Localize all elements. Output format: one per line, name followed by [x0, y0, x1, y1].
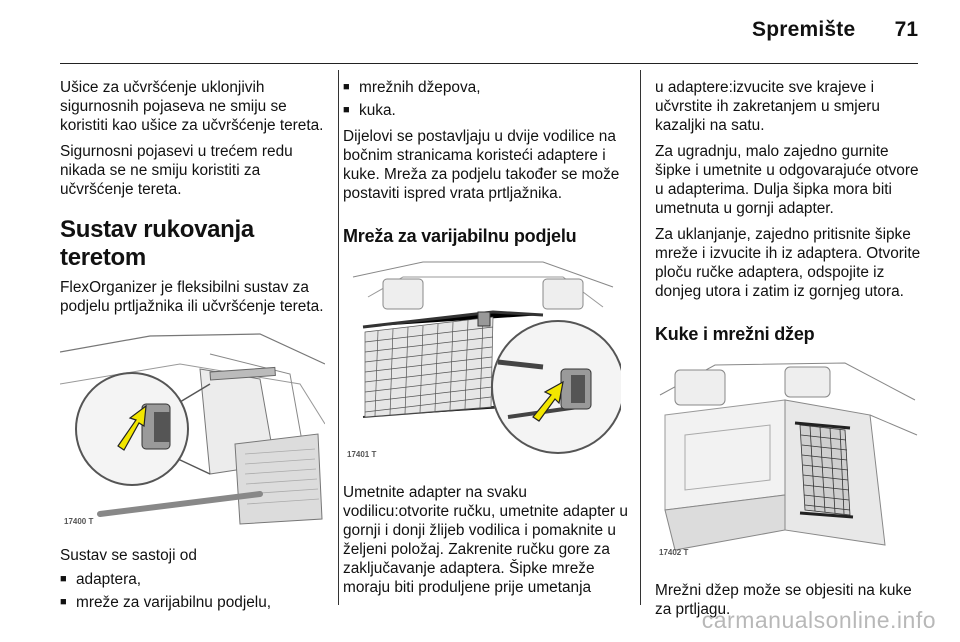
- list-item: ■ mrežnih džepova,: [343, 78, 628, 97]
- figure-net-illustration: [343, 257, 621, 467]
- list-item: ■ mreže za varijabilnu podjelu,: [60, 593, 328, 612]
- paragraph: Za uklanjanje, zajedno pritisnite šipke mreže i izvucite ih iz adaptera. Otvorite ploču ručke adaptera, odspojite iz donjeg utora i zatim iz gornjeg utora.: [655, 226, 921, 300]
- paragraph: Mrežni džep može se objesiti na kuke za prtljagu.: [655, 582, 912, 618]
- figure-adapter-illustration: [60, 324, 325, 534]
- paragraph: Dijelovi se postavljaju u dvije vodilice na bočnim stranicama koristeći adaptere i kuke. Mreža za podjelu također se može postaviti ispred vrata prtljažnika.: [343, 128, 620, 202]
- section-heading: Kuke i mrežni džep: [655, 324, 815, 344]
- list-item: ■ kuka.: [343, 101, 628, 120]
- column-1: [60, 78, 328, 616]
- paragraph: u adaptere:izvucite sve krajeve i učvrstite ih zakretanjem u smjeru kazaljki na satu.: [655, 79, 880, 134]
- figure-pocket-illustration: [655, 355, 920, 565]
- column-2: [343, 78, 628, 604]
- figure-number: 17400 T: [64, 517, 94, 526]
- paragraph: Za ugradnju, malo zajedno gurnite šipke i umetnite u odgovarajuće otvore u adapterima. Dulja šipka mora biti umetnuta u gornji adapter.: [655, 143, 919, 217]
- column-divider-1: [338, 70, 339, 605]
- watermark-logo: carmanualsonline.info: [701, 607, 936, 633]
- section-heading: Mreža za varijabilnu podjelu: [343, 226, 577, 246]
- figure-number: 17402 T: [659, 548, 689, 557]
- paragraph: FlexOrganizer je fleksibilni sustav za podjelu prtljažnika ili učvršćenje tereta.: [60, 279, 324, 315]
- list-item: ■ adaptera,: [60, 570, 328, 589]
- page-title: Spremište: [752, 18, 856, 41]
- figure-number: 17401 T: [347, 450, 377, 459]
- paragraph: Umetnite adapter na svaku vodilicu:otvorite ručku, umetnite adapter u gornji i donji žlijeb vodilica i pomaknite u željeni položaj. Zakrenite ručku gore za zaključavanje adaptera. Šipke mreže moraju biti produljene prije umetanja: [343, 484, 628, 596]
- section-heading: Sustav rukovanja teretom: [60, 216, 254, 271]
- column-3: [655, 78, 925, 626]
- paragraph: Ušice za učvršćenje uklonjivih sigurnosnih pojaseva ne smiju se koristiti kao ušice za učvršćenje tereta.: [60, 79, 324, 134]
- paragraph: Sigurnosni pojasevi u trećem redu nikada se ne smiju koristiti za učvršćenje tereta.: [60, 143, 293, 198]
- column-divider-2: [640, 70, 641, 605]
- page-number: 71: [894, 18, 918, 41]
- header-divider: [60, 63, 918, 64]
- paragraph: Sustav se sastoji od: [60, 547, 197, 564]
